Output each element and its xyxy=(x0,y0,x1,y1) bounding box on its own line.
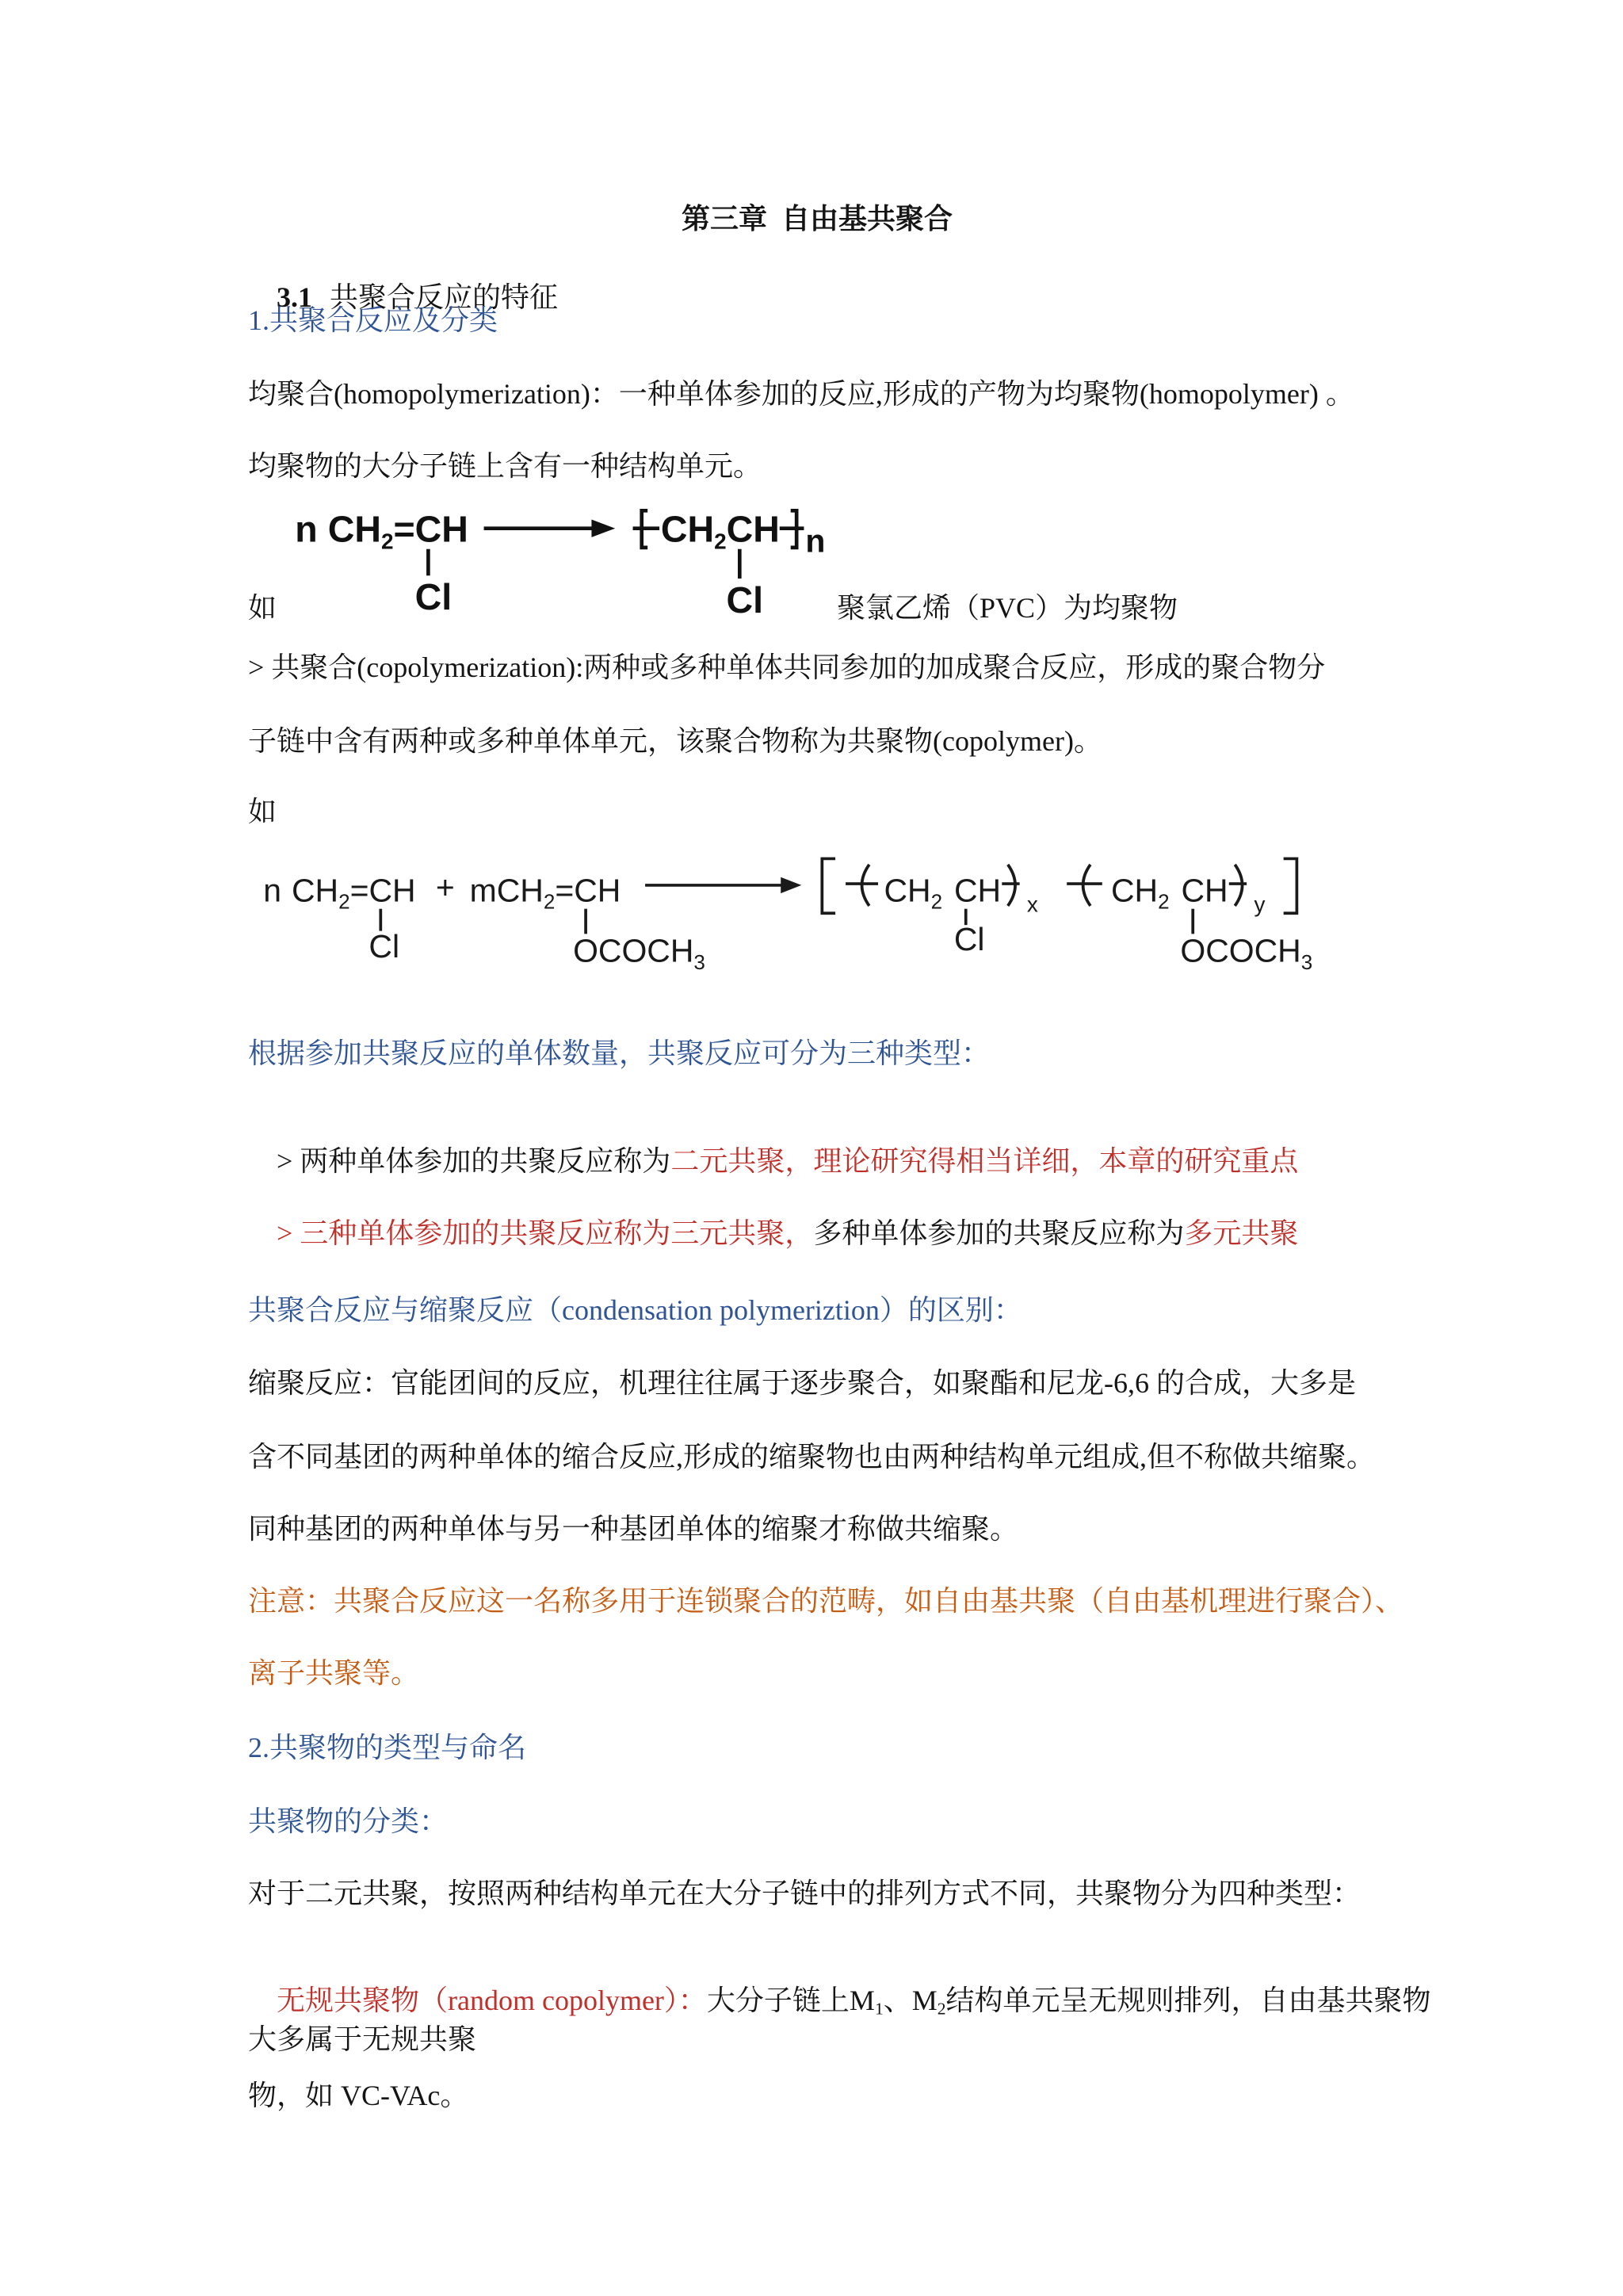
note-line-2: 离子共聚等。 xyxy=(248,1657,420,1689)
note-line-1: 注意：共聚合反应这一名称多用于连锁聚合的范畴，如自由基共聚（自由基机理进行聚合）、 xyxy=(248,1585,1404,1617)
unit-1-repeat-index: x xyxy=(1026,892,1038,917)
unit-2-substituent-group: OCOCH xyxy=(1180,932,1301,969)
monomer-2-group-b: =CH xyxy=(555,872,621,909)
monomer-2-group-a: CH xyxy=(496,872,544,909)
copolymerization-definition-line-1: > 共聚合(copolymerization):两种或多种单体共同参加的加成聚合反应，形成的聚合物分 xyxy=(248,651,1326,683)
homopolymer-example-prefix: 如 xyxy=(248,592,277,624)
product-formula xyxy=(661,508,780,553)
copolymer-right-bracket xyxy=(1284,858,1297,913)
reactant-coefficient: n xyxy=(295,508,318,550)
reaction-arrow-head xyxy=(591,520,615,537)
condensation-comparison-heading: 共聚合反应与缩聚反应（condensation polymeriztion）的区别： xyxy=(248,1294,1022,1326)
ternary-item-emphasis: > 三种单体参加的共聚反应称为三元共聚， xyxy=(277,1217,814,1249)
unit-2-repeat-index: y xyxy=(1254,892,1266,917)
plus-sign: + xyxy=(435,869,455,906)
part-2-heading: 2.共聚物的类型与命名 xyxy=(248,1732,527,1763)
unit-2-subscript: 2 xyxy=(1158,889,1170,914)
random-copolymer-term: 无规共聚物（random copolymer）： xyxy=(277,1985,707,2016)
vc-vac-copolymerization-equation xyxy=(258,853,1350,980)
monomer-1-subscript: 2 xyxy=(338,889,350,914)
ternary-item-mid: 多种单体参加的共聚反应称为 xyxy=(813,1217,1185,1249)
monomer-1-group-a: CH xyxy=(291,872,339,909)
unit-1-group-b: CH xyxy=(953,872,1002,909)
random-copolymer-definition xyxy=(248,1948,1431,2019)
random-copolymer-desc-a: 大分子链上M xyxy=(706,1985,875,2016)
random-copolymer-line-2: 大多属于无规共聚 xyxy=(248,2023,477,2055)
monomer-2-substituent-group: OCOCH xyxy=(573,932,694,969)
condensation-text-line-2: 含不同基团的两种单体的缩合反应,形成的缩聚物也由两种结构单元组成,但不称做共缩聚。 xyxy=(248,1441,1376,1473)
copolymer-example-prefix: 如 xyxy=(248,796,277,827)
copolymer-left-bracket xyxy=(822,858,835,913)
section-heading xyxy=(248,245,559,313)
unit-2-substituent-subscript: 3 xyxy=(1300,949,1313,974)
reactant-substituent: Cl xyxy=(414,576,453,618)
homopolymer-example-caption: 聚氯乙烯（PVC）为均聚物 xyxy=(837,592,1178,624)
unit-1-group-a: CH xyxy=(884,872,931,909)
section-title: 共聚合反应的特征 xyxy=(330,281,559,313)
m2-subscript: 2 xyxy=(937,1999,946,2019)
product-repeat-index: n xyxy=(805,522,826,560)
monomer-1-coefficient: n xyxy=(263,872,281,909)
binary-copolymerization-item xyxy=(248,1109,1299,1177)
unit-2-substituent xyxy=(1180,933,1312,974)
product-subscript: 2 xyxy=(714,529,727,554)
monomer-2-coefficient: m xyxy=(469,872,497,909)
m1-subscript: 1 xyxy=(874,1999,884,2019)
unit-2-formula xyxy=(1111,872,1228,913)
pvc-polymerization-equation xyxy=(288,502,841,623)
unit-2-group-b: CH xyxy=(1181,872,1228,909)
binary-item-emphasis: 二元共聚，理论研究得相当详细，本章的研究重点 xyxy=(670,1145,1299,1177)
binary-item-lead: > 两种单体参加的共聚反应称为 xyxy=(277,1145,671,1177)
reactant-group-a: CH xyxy=(327,508,381,550)
product-substituent: Cl xyxy=(726,579,764,621)
monomer-2-substituent-subscript: 3 xyxy=(693,949,705,974)
multicomponent-term: 多元共聚 xyxy=(1184,1217,1299,1249)
chapter-title: 第三章 自由基共聚合 xyxy=(682,203,953,235)
unit-1-formula xyxy=(884,872,1001,913)
monomer-2-subscript: 2 xyxy=(543,889,556,914)
random-copolymer-desc-b: 、M xyxy=(883,1985,938,2016)
part-1-heading: 1.共聚合反应及分类 xyxy=(248,304,498,336)
unit-2-group-a: CH xyxy=(1110,872,1159,909)
unit-1-substituent: Cl xyxy=(953,920,985,957)
product-group-a: CH xyxy=(660,508,715,550)
monomer-2-substituent xyxy=(573,933,705,974)
reactant-subscript: 2 xyxy=(380,529,394,554)
random-copolymer-line-3: 物，如 VC-VAc。 xyxy=(248,2080,469,2111)
section-number: 3.1 xyxy=(277,281,312,313)
unit-1-subscript: 2 xyxy=(930,889,943,914)
condensation-text-line-1: 缩聚反应：官能团间的反应，机理往往属于逐步聚合，如聚酯和尼龙-6,6 的合成，大多是 xyxy=(248,1367,1356,1399)
monomer-2-formula xyxy=(470,872,621,913)
homopolymerization-definition-line-1: 均聚合(homopolymerization)：一种单体参加的反应,形成的产物为均聚物(homopolymer) 。 xyxy=(248,378,1354,410)
condensation-text-line-3: 同种基团的两种单体与另一种基团单体的缩聚才称做共缩聚。 xyxy=(248,1513,1019,1545)
monomer-1-group-b: =CH xyxy=(349,872,416,909)
product-group-b: CH xyxy=(726,508,780,550)
classification-heading: 共聚物的分类： xyxy=(248,1805,449,1837)
copolymerization-definition-line-2: 子链中含有两种或多种单体单元，该聚合物称为共聚物(copolymer)。 xyxy=(248,725,1102,757)
monomer-1-substituent: Cl xyxy=(369,928,400,965)
ternary-copolymerization-item xyxy=(248,1181,1299,1249)
homopolymerization-definition-line-2: 均聚物的大分子链上含有一种结构单元。 xyxy=(248,450,762,482)
monomer-1-formula xyxy=(263,872,415,913)
classification-intro: 对于二元共聚，按照两种结构单元在大分子链中的排列方式不同，共聚物分为四种类型： xyxy=(248,1878,1361,1909)
random-copolymer-desc-c: 结构单元呈无规则排列，自由基共聚物 xyxy=(945,1985,1431,2016)
reactant-formula xyxy=(295,508,468,553)
copolymerization-types-intro: 根据参加共聚反应的单体数量，共聚反应可分为三种类型： xyxy=(248,1037,991,1069)
reaction-arrow-head xyxy=(781,877,801,893)
reactant-group-b: =CH xyxy=(393,508,468,550)
